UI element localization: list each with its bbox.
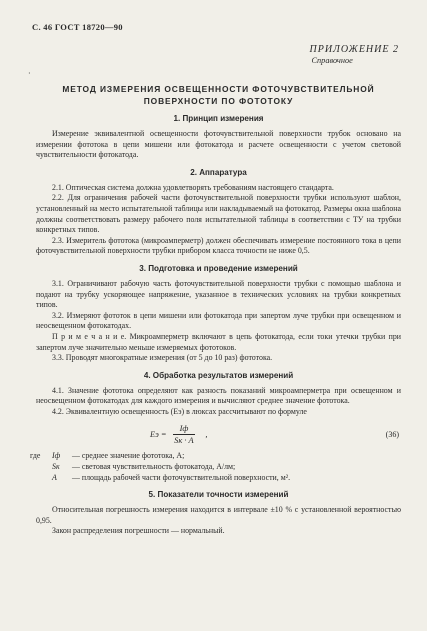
formula-fraction <box>173 424 196 445</box>
section-4-paragraph-2: 4.2. Эквивалентную освещенность (Eэ) в люксах рассчитывают по формуле <box>52 406 307 416</box>
formula-lhs: Eэ = <box>150 429 167 439</box>
appendix-type: Справочное <box>311 56 353 65</box>
formula-numerator: Iф <box>173 424 196 435</box>
legend-prefix <box>36 473 52 484</box>
section-1-title: 1. Принцип измерения <box>173 114 264 123</box>
illuminance-formula <box>150 424 207 445</box>
section-3-paragraph-3: 3.3. Проводят многократные измерения (от 5 до 10 раз) фототока. <box>52 353 273 363</box>
legend-row <box>36 473 401 484</box>
document-title-line-2: ПОВЕРХНОСТИ ПО ФОТОТОКУ <box>143 96 294 106</box>
legend-prefix: где <box>30 451 41 461</box>
margin-mark: · <box>28 69 31 78</box>
section-4-title: 4. Обработка результатов измерений <box>143 370 294 380</box>
legend-prefix <box>36 462 52 473</box>
section-3-paragraph-2: 3.2. Измеряют фототок в цепи мишени или фотокатода при запертом луче трубки при освещенном и неосвещенном фотокатодах. <box>36 310 401 331</box>
legend-row <box>36 462 401 473</box>
document-title <box>36 83 401 107</box>
appendix-block <box>310 44 400 65</box>
formula-denominator: Sк · A <box>174 435 194 445</box>
section-2-title: 2. Аппаратура <box>190 167 247 177</box>
page-reference: С. 46 ГОСТ 18720—90 <box>32 22 123 32</box>
legend-symbol: A <box>52 472 57 482</box>
legend-text: — площадь рабочей части фоточувствительной поверхности, м². <box>72 472 291 482</box>
legend-symbol: Sк <box>52 462 60 472</box>
formula-number: (36) <box>385 429 399 439</box>
section-4-paragraph-1: 4.1. Значение фототока определяют как разность показаний микроамперметра при освещенном и неосвещенном фотокатодах для каждого измерения и вычисляют среднее значение фототока. <box>36 385 401 406</box>
section-5-title: 5. Показатели точности измерений <box>148 490 289 500</box>
page-header <box>32 14 401 65</box>
section-2-paragraph-2: 2.2. Для ограничения рабочей части фоточувствительной поверхности трубки используют шаблон, установленный на место испытательной таблицы или накладываемый на фотокатод. Размеры окна шаблона должны соответствовать размеру рабочего поля испытательной таблицы в соответствии с ТУ на трубки конкретных типов. <box>36 193 401 235</box>
formula-block <box>36 419 401 449</box>
legend-text: — световая чувствительность фотокатода, А/лм; <box>72 462 236 472</box>
formula-legend <box>30 451 401 483</box>
section-2-paragraph-1: 2.1. Оптическая система должна удовлетворять требованиям настоящего стандарта. <box>52 182 334 192</box>
legend-symbol: Iф <box>52 451 61 461</box>
legend-row <box>30 451 401 462</box>
section-5-paragraph-2: Закон распределения погрешности — нормальный. <box>52 526 225 536</box>
formula-trail: , <box>205 429 208 439</box>
section-3-title: 3. Подготовка и проведение измерений <box>139 263 298 273</box>
legend-text: — среднее значение фототока, А; <box>72 451 185 461</box>
section-5-paragraph-1: Относительная погрешность измерения находится в интервале ±10 % с установленной вероятностью 0,95. <box>36 505 401 525</box>
section-3-paragraph-1: 3.1. Ограничивают рабочую часть фоточувствительной поверхности трубки с помощью шаблона и подают на трубку ускоряющее напряжение, указанное в технических условиях на трубки конкретных типов. <box>36 278 401 310</box>
appendix-title: ПРИЛОЖЕНИЕ 2 <box>309 44 399 55</box>
section-2-paragraph-3: 2.3. Измеритель фототока (микроамперметр) должен обеспечивать измерение постоянного тока в цепи фоточувствительной поверхности трубки прибором класса точности не ниже 0,5. <box>36 235 401 256</box>
document-title-line-1: МЕТОД ИЗМЕРЕНИЯ ОСВЕЩЕННОСТИ ФОТОЧУВСТВИТЕЛЬНОЙ <box>62 84 375 94</box>
section-1-paragraph-1: Измерение эквивалентной освещенности фоточувствительной поверхности трубок основано на измерении фототока в цепи мишени или фотокатода и расчете освещенности с учетом световой чувствительности фотокатода. <box>36 129 401 160</box>
section-3-note: П р и м е ч а н и е. Микроамперметр включают в цепь фотокатода, если токи утечки трубки при запертом луче значительно меньше измеряемых фототоков. <box>36 331 401 352</box>
